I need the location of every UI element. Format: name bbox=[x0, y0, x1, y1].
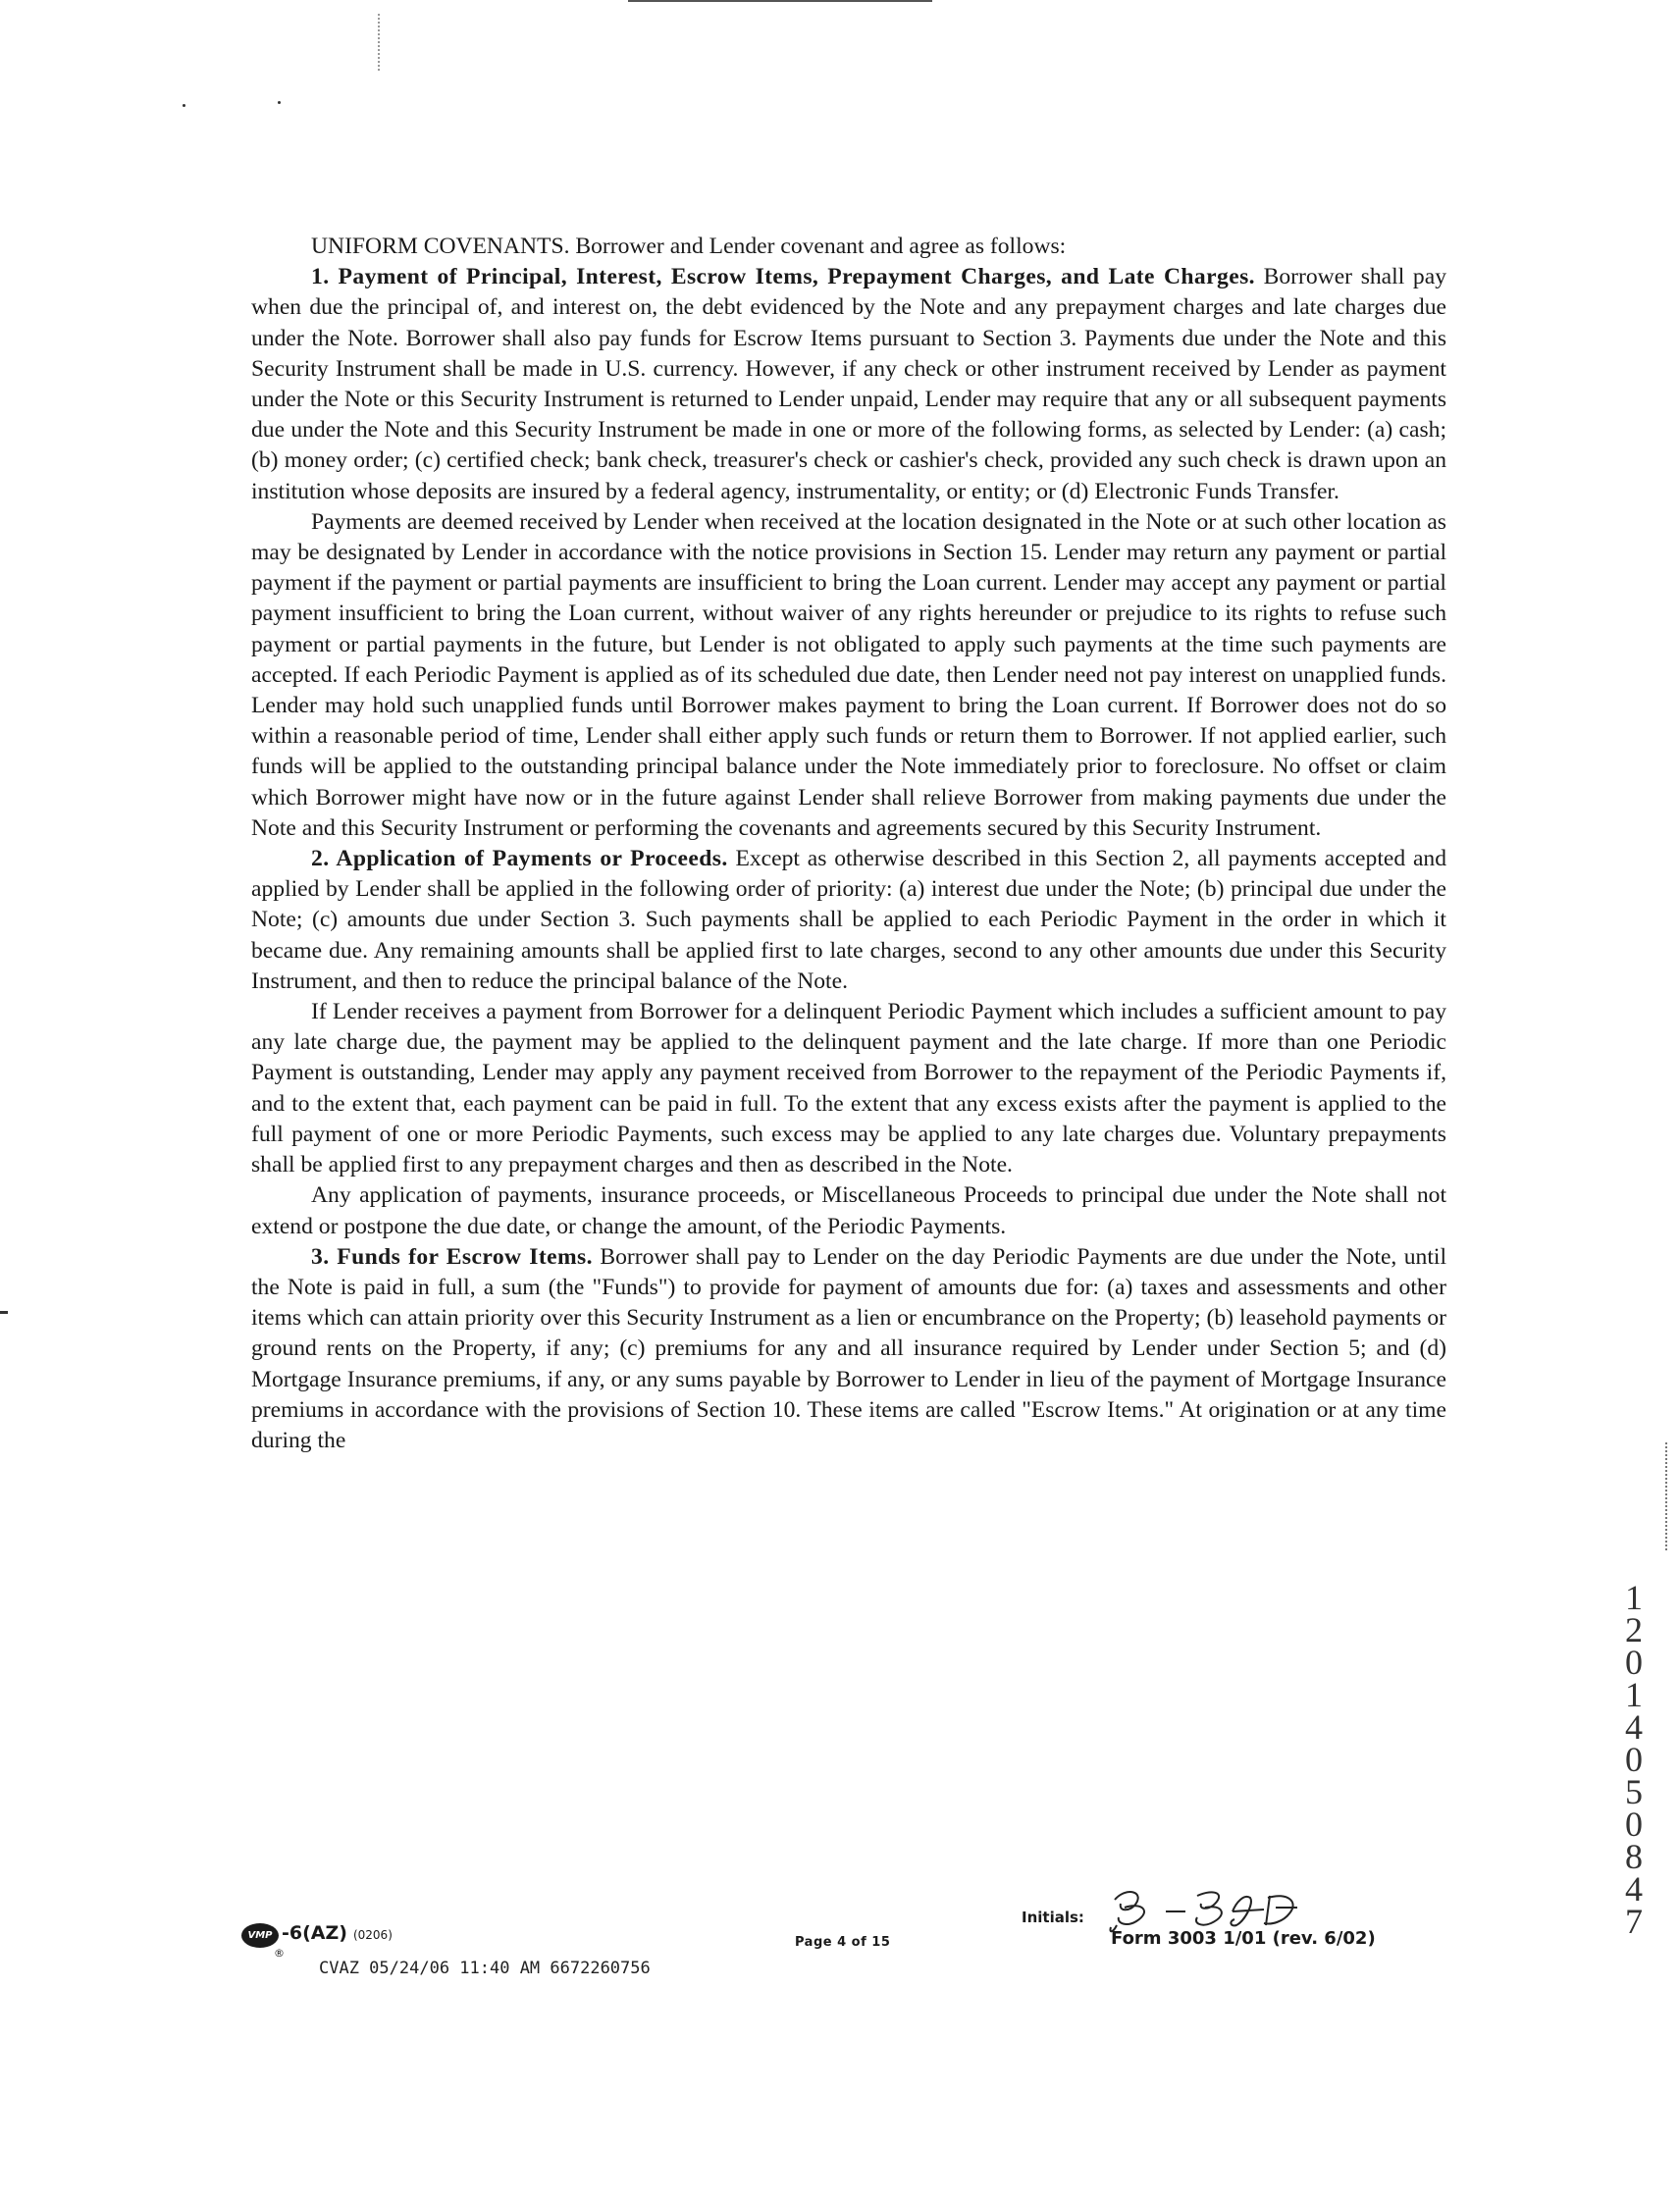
doc-digit: 0 bbox=[1625, 1643, 1643, 1682]
section-3-paragraph bbox=[251, 1242, 1446, 1456]
section-2-heading: 2. Application of Payments or Proceeds. bbox=[311, 846, 728, 872]
doc-digit: 8 bbox=[1625, 1837, 1643, 1876]
section-1-text: Borrower shall pay when due the principal of, and interest on, the debt evidenced by the Note and any prepayment charges and late charges due under the Note. Borrower shall also pay funds for Escrow Items pursuant to Section 3. Payments due under the Note and this Security Instrument shall be made in U.S. currency. However, if any check or other instrument received by Lender as payment under the Note or this Security Instrument is returned to Lender unpaid, Lender may require that any or all subsequent payments due under the Note and this Security Instrument be made in one or more of the following forms, as selected by Lender: (a) cash; (b) money order; (c) certified check; bank check, treasurer's check or cashier's check, provided any such check is drawn upon an institution whose deposits are insured by a federal agency, instrumentality, or entity; or (d) Electronic Funds Transfer. bbox=[251, 264, 1446, 504]
scan-edge-mark bbox=[0, 1311, 8, 1314]
doc-digit: 4 bbox=[1625, 1707, 1643, 1747]
section-2-paragraph-2: If Lender receives a payment from Borrower for a delinquent Periodic Payment which includes a sufficient amount to pay any late charge due, the payment may be applied to the delinquent payment and the late charge. If more than one Periodic Payment is outstanding, Lender may apply any payment received from Borrower to the repayment of the Periodic Payments if, and to the extent that, each payment can be paid in full. To the extent that any excess exists after the payment is applied to the full payment of one or more Periodic Payments, such excess may be applied to any late charges due. Voluntary prepayments shall be applied first to any prepayment charges and then as described in the Note. bbox=[251, 999, 1446, 1178]
doc-digit: 0 bbox=[1625, 1805, 1643, 1844]
scan-speck bbox=[183, 104, 185, 107]
form-code-main: -6(AZ) bbox=[282, 1922, 347, 1944]
section-1-heading: 1. Payment of Principal, Interest, Escrow Items, Prepayment Charges, and Late Charges. bbox=[311, 264, 1255, 290]
section-2-paragraph-3: Any application of payments, insurance proceeds, or Miscellaneous Proceeds to principal due under the Note shall not extend or postpone the due date, or change the amount, of the Periodic Payments. bbox=[251, 1182, 1446, 1239]
doc-digit: 1 bbox=[1625, 1675, 1643, 1714]
covenants-body bbox=[251, 232, 1446, 1456]
scan-edge-line bbox=[628, 0, 932, 2]
doc-digit: 5 bbox=[1625, 1772, 1643, 1811]
scan-dotted-mark bbox=[378, 14, 380, 71]
document-number-vertical bbox=[1617, 1578, 1651, 1941]
doc-digit: 4 bbox=[1625, 1869, 1643, 1909]
registered-mark: ® bbox=[274, 1947, 285, 1960]
initials-label: Initials: bbox=[1022, 1909, 1084, 1926]
form-revision: Form 3003 1/01 (rev. 6/02) bbox=[1111, 1928, 1376, 1949]
section-3-heading: 3. Funds for Escrow Items. bbox=[311, 1243, 593, 1270]
doc-digit: 1 bbox=[1625, 1578, 1643, 1617]
form-code bbox=[282, 1922, 393, 1944]
section-2-text: Except as otherwise described in this Section 2, all payments accepted and applied by Lender shall be applied in the following order of priority: (a) interest due under the Note; (b) principal due under the Note; (c) amounts due under Section 3. Such payments shall be applied to each Periodic Payment in the order in which it became due. Any remaining amounts shall be applied first to late charges, second to any other amounts due under this Security Instrument, and then to reduce the principal balance of the Note. bbox=[251, 846, 1447, 994]
form-code-version: (0206) bbox=[352, 1928, 393, 1942]
page-number: Page 4 of 15 bbox=[795, 1935, 891, 1950]
scan-dotted-mark-right bbox=[1665, 1442, 1667, 1550]
section-1-paragraph-2: Payments are deemed received by Lender when received at the location designated in the Note or at such other location as may be designated by Lender in accordance with the notice provisions in Section 15. Lender may return any payment or partial payment if the payment or partial payments are insufficient to bring the Loan current. Lender may accept any payment or partial payment insufficient to bring the Loan current, without waiver of any rights hereunder or prejudice to its rights to refuse such payment or partial payments in the future, but Lender is not obligated to apply such payments at the time such payments are accepted. If each Periodic Payment is applied as of its scheduled due date, then Lender need not pay interest on unapplied funds. Lender may hold such unapplied funds until Borrower makes payment to bring the Loan current. If Borrower does not do so within a reasonable period of time, Lender shall either apply such funds or return them to Borrower. If not applied earlier, such funds will be applied to the outstanding principal balance under the Note immediately prior to foreclosure. No offset or claim which Borrower might have now or in the future against Lender shall relieve Borrower from making payments due under the Note and this Security Instrument or performing the covenants and agreements secured by this Security Instrument. bbox=[251, 508, 1446, 841]
section-3-text: Borrower shall pay to Lender on the day Periodic Payments are due under the Note, until the Note is paid in full, a sum (the "Funds") to provide for payment of amounts due for: (a) taxes and assessments and other items which can attain priority over this Security Instrument as a lien or encumbrance on the Property; (b) leasehold payments or ground rents on the Property, if any; (c) premiums for any and all insurance required by Lender under Section 5; and (d) Mortgage Insurance premiums, if any, or any sums payable by Borrower to Lender in lieu of the payment of Mortgage Insurance premiums in accordance with the provisions of Section 10. These items are called "Escrow Items." At origination or at any time during the bbox=[251, 1243, 1446, 1453]
doc-digit: 7 bbox=[1625, 1902, 1643, 1941]
section-2-paragraph bbox=[251, 844, 1446, 997]
vmp-logo: VMP bbox=[241, 1923, 279, 1948]
section-1-paragraph bbox=[251, 262, 1446, 507]
doc-digit: 2 bbox=[1625, 1610, 1643, 1649]
scan-speck bbox=[278, 101, 281, 104]
print-stamp: CVAZ 05/24/06 11:40 AM 6672260756 bbox=[319, 1959, 651, 1978]
uniform-covenants-title: UNIFORM COVENANTS. Borrower and Lender covenant and agree as follows: bbox=[311, 234, 1067, 259]
doc-digit: 0 bbox=[1625, 1740, 1643, 1779]
